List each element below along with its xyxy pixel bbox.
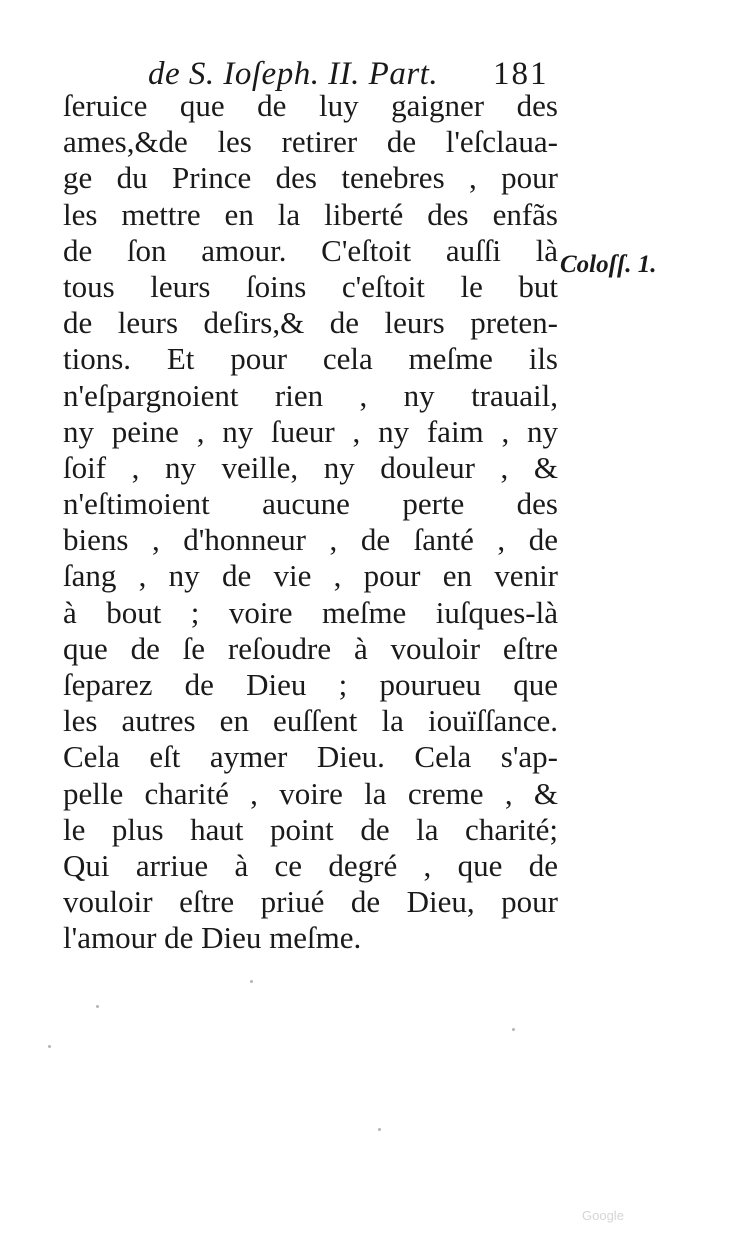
text-line: tions. Et pour cela meſme ils: [63, 341, 558, 377]
running-title: de S. Ioſeph. II. Part.: [148, 56, 439, 92]
margin-note: Coloſſ. 1.: [560, 251, 657, 278]
text-line: le plus haut point de la charité;: [63, 811, 558, 847]
text-line: à bout ; voire meſme iuſques-là: [63, 594, 558, 630]
paper-speck: [48, 1045, 51, 1048]
text-line: ames,&de les retirer de l'eſclaua-: [63, 124, 558, 160]
text-line: de ſon amour. C'eſtoit auſſi là: [63, 232, 558, 268]
paper-speck: [512, 1028, 515, 1031]
paper-speck: [250, 980, 253, 983]
watermark: Google: [582, 1208, 624, 1223]
text-line: ge du Prince des tenebres , pour: [63, 160, 558, 196]
text-line: n'eſpargnoient rien , ny trauail,: [63, 377, 558, 413]
text-line: vouloir eſtre priué de Dieu, pour: [63, 884, 558, 920]
paper-speck: [96, 1005, 99, 1008]
text-line: pelle charité , voire la creme , &: [63, 775, 558, 811]
text-line: ſeruice que de luy gaigner des: [63, 88, 558, 123]
text-line: ſeparez de Dieu ; pourueu que: [63, 667, 558, 702]
text-line: tous leurs ſoins c'eſtoit le but: [63, 268, 558, 304]
text-line: que de ſe reſoudre à vouloir eſtre: [63, 630, 558, 666]
text-line: ny peine , ny ſueur , ny faim , ny: [63, 413, 558, 449]
text-line: ſang , ny de vie , pour en venir: [63, 558, 558, 594]
text-line: ſoif , ny veille, ny douleur , &: [63, 449, 558, 485]
text-line: les mettre en la liberté des enfãs: [63, 196, 558, 232]
text-line-last: l'amour de Dieu meſme.: [63, 920, 362, 956]
body-text: [63, 88, 558, 957]
text-line: de leurs deſirs,& de leurs preten-: [63, 305, 558, 341]
paper-speck: [378, 1128, 381, 1131]
text-line: biens , d'honneur , de ſanté , de: [63, 522, 558, 558]
text-line: n'eſtimoient aucune perte des: [63, 486, 558, 522]
text-line: les autres en euſſent la iouïſſance.: [63, 703, 558, 739]
text-line: Cela eſt aymer Dieu. Cela s'ap-: [63, 739, 558, 775]
page-number: 181: [493, 56, 549, 92]
text-line: Qui arriue à ce degré , que de: [63, 847, 558, 883]
